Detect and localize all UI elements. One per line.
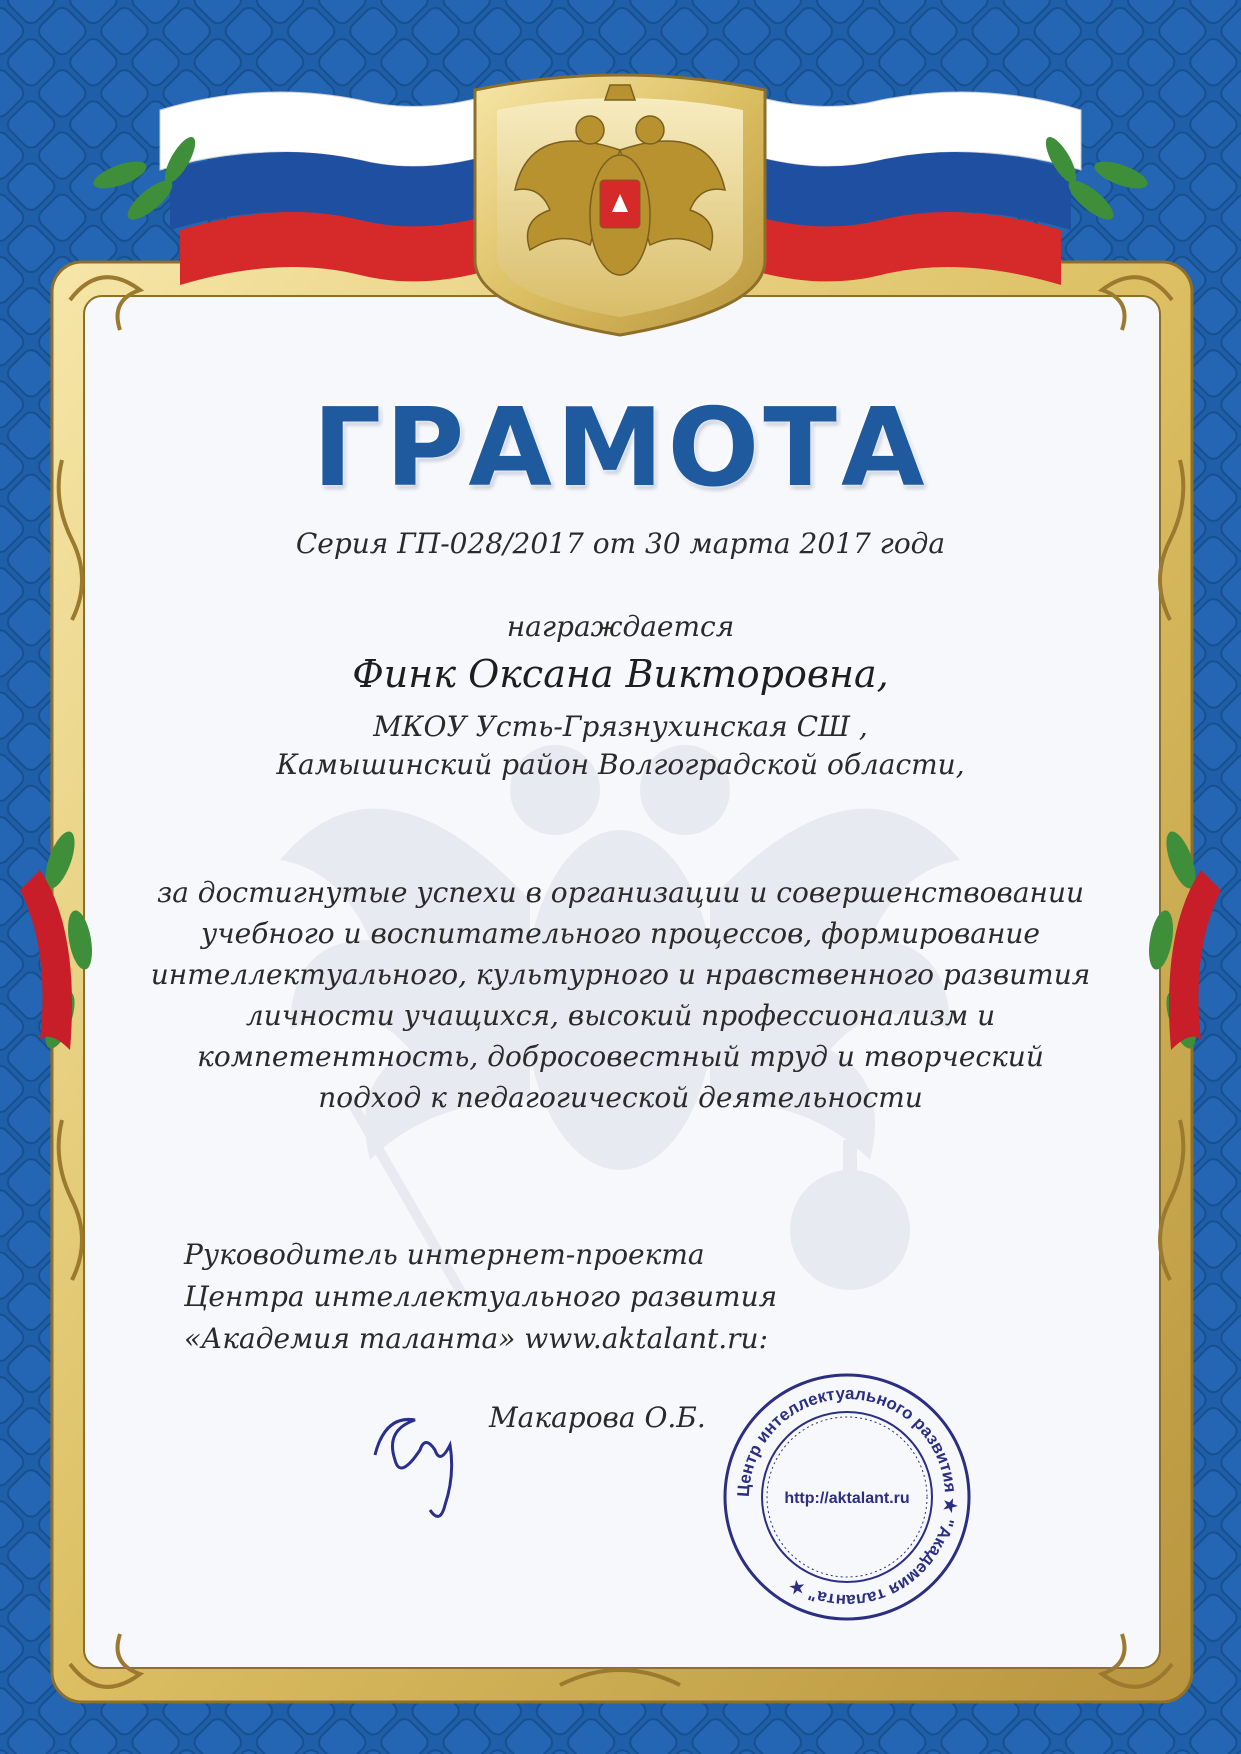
award-reason: за достигнутые успехи в организации и совершенствовании учебного и воспитательного процессов, формирование интеллектуального, культурного и нравственного развития личности учащихся, высокий профессионализм и компетентность, добросовестный труд и творческий подход к педагогической деятельности (150, 876, 1091, 1114)
official-stamp (722, 1372, 972, 1622)
stamp-ring-text: Центр интеллектуального развития ★ "Академия таланта" ★ (733, 1383, 961, 1611)
signer-title-line-3: «Академия таланта» www.aktalant.ru: (184, 1322, 769, 1355)
awarded-label: награждается (506, 610, 735, 643)
stamp-center-text: http://aktalant.ru (784, 1490, 910, 1507)
russian-flag-right-icon (751, 92, 1081, 285)
series-number: Серия ГП-028/2017 от 30 марта 2017 года (295, 527, 946, 560)
recipient-name: Финк Оксана Викторовна, (352, 652, 889, 696)
page-title: ГРАМОТА (312, 386, 929, 511)
recipient-region: Камышинский район Волгоградской области, (276, 748, 965, 781)
recipient-school: МКОУ Усть-Грязнухинская СШ , (373, 710, 868, 743)
signer-title-line-2: Центра интеллектуального развития (184, 1280, 778, 1313)
coat-of-arms-icon (475, 75, 765, 335)
signer-title-line-1: Руководитель интернет-проекта (184, 1238, 705, 1271)
signer-name: Макарова О.Б. (489, 1401, 706, 1434)
russian-flag-left-icon (160, 92, 490, 285)
